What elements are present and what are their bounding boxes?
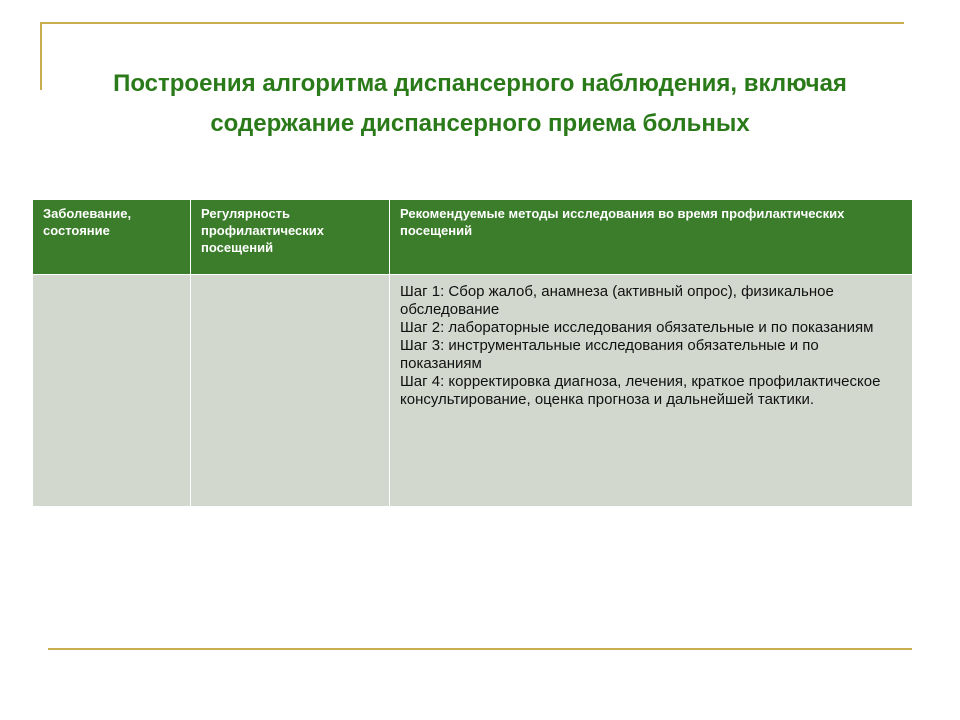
slide-title-line-1: Построения алгоритма диспансерного наблюдения, включая bbox=[113, 70, 847, 97]
step-3: Шаг 3: инструментальные исследования обязательные и по показаниям bbox=[400, 337, 819, 372]
table-row bbox=[33, 275, 913, 507]
step-2: Шаг 2: лабораторные исследования обязательные и по показаниям bbox=[400, 319, 874, 336]
header-visit-regularity: Регулярность профилактических посещений bbox=[191, 200, 390, 275]
header-disease: Заболевание, состояние bbox=[33, 200, 191, 275]
frame-top-line bbox=[40, 22, 904, 24]
step-1: Шаг 1: Сбор жалоб, анамнеза (активный опрос), физикальное обследование bbox=[400, 283, 834, 318]
step-4: Шаг 4: корректировка диагноза, лечения, краткое профилактическое консультирование, оценка прогноза и дальнейшей тактики. bbox=[400, 373, 881, 408]
cell-recommended-methods bbox=[390, 275, 913, 507]
slide-title bbox=[40, 64, 920, 144]
header-recommended-methods: Рекомендуемые методы исследования во время профилактических посещений bbox=[390, 200, 913, 275]
frame-bottom-line bbox=[48, 648, 912, 650]
slide-title-line-2: содержание диспансерного приема больных bbox=[210, 110, 750, 137]
table-header-row bbox=[33, 200, 913, 275]
dispensary-table bbox=[32, 199, 913, 507]
cell-disease bbox=[33, 275, 191, 507]
cell-visit-regularity bbox=[191, 275, 390, 507]
